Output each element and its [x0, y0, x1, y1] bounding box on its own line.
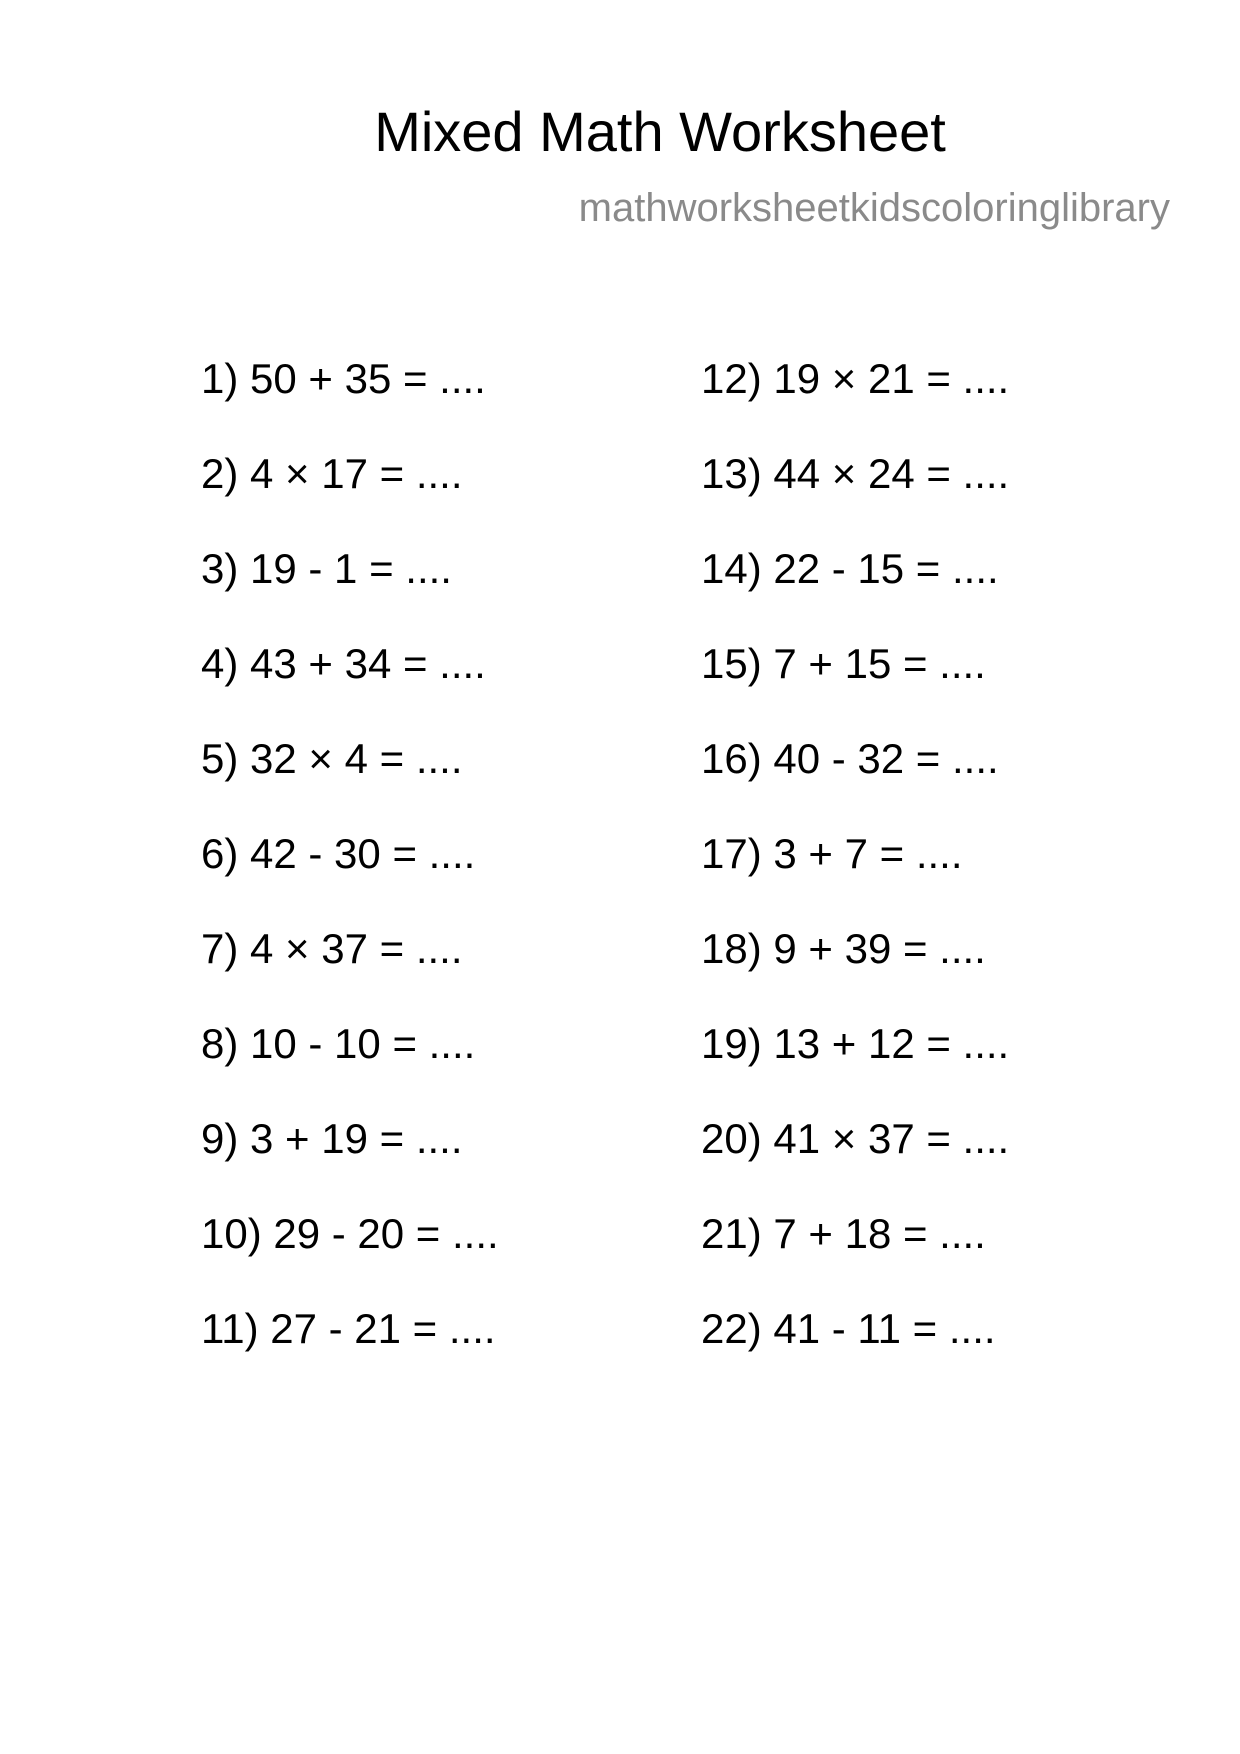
problem-4: 4) 43 + 34 = .... [201, 640, 486, 687]
problem-5: 5) 32 × 4 = .... [201, 735, 463, 782]
problem-16: 16) 40 - 32 = .... [701, 735, 999, 782]
problem-9: 9) 3 + 19 = .... [201, 1115, 463, 1162]
problems-column-right [701, 355, 1009, 1400]
problem-13: 13) 44 × 24 = .... [701, 450, 1010, 497]
problem-20: 20) 41 × 37 = .... [701, 1115, 1010, 1162]
problem-17: 17) 3 + 7 = .... [701, 830, 963, 877]
problems-column-left [201, 355, 499, 1400]
problem-14: 14) 22 - 15 = .... [701, 545, 999, 592]
page-subtitle: mathworksheetkidscoloringlibrary [578, 186, 1170, 230]
problem-18: 18) 9 + 39 = .... [701, 925, 986, 972]
problem-21: 21) 7 + 18 = .... [701, 1210, 986, 1257]
problem-2: 2) 4 × 17 = .... [201, 450, 463, 497]
problem-19: 19) 13 + 12 = .... [701, 1020, 1010, 1067]
problem-6: 6) 42 - 30 = .... [201, 830, 476, 877]
problem-11: 11) 27 - 21 = .... [201, 1305, 496, 1352]
problem-12: 12) 19 × 21 = .... [701, 355, 1010, 402]
problem-10: 10) 29 - 20 = .... [201, 1210, 499, 1257]
problem-1: 1) 50 + 35 = .... [201, 355, 486, 402]
page-title: Mixed Math Worksheet [374, 100, 946, 163]
problem-7: 7) 4 × 37 = .... [201, 925, 463, 972]
problem-8: 8) 10 - 10 = .... [201, 1020, 476, 1067]
problem-15: 15) 7 + 15 = .... [701, 640, 986, 687]
problem-3: 3) 19 - 1 = .... [201, 545, 452, 592]
problem-22: 22) 41 - 11 = .... [701, 1305, 996, 1352]
